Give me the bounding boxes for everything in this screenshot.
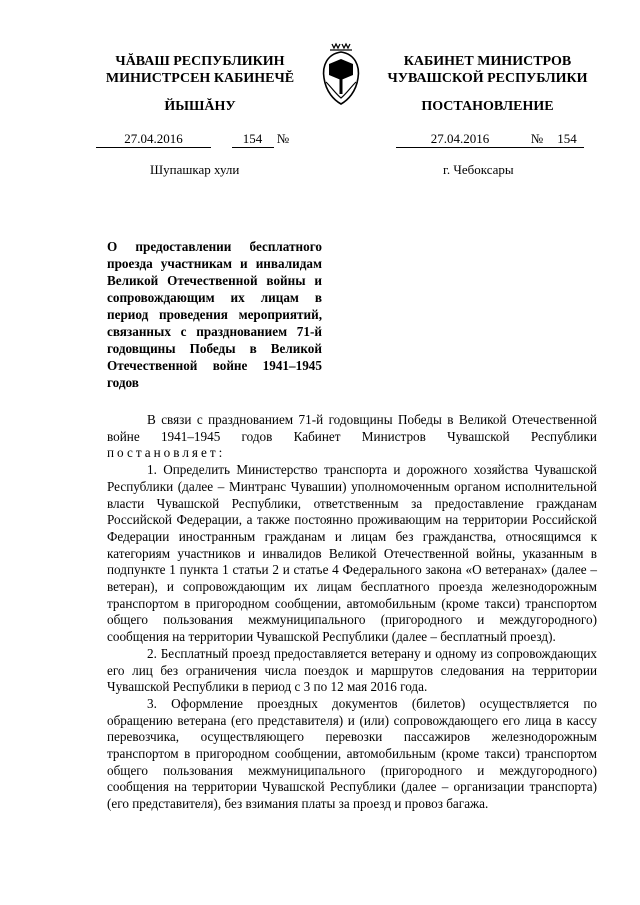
- left-date-line: [96, 131, 289, 148]
- header-left-line2: МИНИСТРСЕН КАБИНЕЧĔ: [105, 71, 295, 86]
- header-left-doc-type: ЙЫШĂНУ: [164, 99, 236, 114]
- document-title: О предоставлении бесплатного проезда участникам и инвалидам Великой Отечественной войны и сопровождающим их лицам в период проведения мероприятий, связанных с празднованием 71-й годовщины Победы в Великой Отечественной войне 1941–1945 годов: [107, 239, 322, 390]
- intro-paragraph: [107, 412, 597, 462]
- right-number: 154: [550, 131, 584, 148]
- header-right-doc-type: ПОСТАНОВЛЕНИЕ: [421, 99, 554, 114]
- paragraph-1: 1. Определить Министерство транспорта и дорожного хозяйства Чувашской Республики (далее – Минтранс Чувашии) уполномоченным органом исполнительной власти Чувашской Республики, ответственным за предоставление гражданам Российской Федерации, а также постоянно проживающим на территории Российской Федерации иностранным гражданам и лицам без гражданства, относящимся к категориям участников и инвалидов Великой Отечественной войны, указанным в подпункте 1 пункта 1 статьи 2 и статье 4 Федерального закона «О ветеранах» (далее – ветеран), и сопровождающим их лицам бесплатного проезда железнодорожным транспортом в пригородном сообщении, автомобильным (кроме такси) транспортом общего пользования межмуниципального (пригородного и междугородного) сообщения на территории Чувашской Республики (далее – бесплатный проезд).: [107, 462, 597, 645]
- header-right-line2: ЧУВАШСКОЙ РЕСПУБЛИКИ: [387, 71, 588, 86]
- left-city: Шупашкар хули: [150, 162, 240, 177]
- intro-text: В связи с празднованием 71-й годовщины Победы в Великой Отечественной войне 1941–1945 годов Кабинет Министров Чувашской Республики: [107, 412, 597, 444]
- header-left-line1: ЧĂВАШ РЕСПУБЛИКИН: [115, 54, 285, 69]
- right-date: 27.04.2016: [396, 131, 524, 148]
- paragraph-2: 2. Бесплатный проезд предоставляется ветерану и одному из сопровождающих его лиц без ограничения числа поездок и маршрутов следования на территории Чувашской Республики в период с 3 по 12 мая 2016 года.: [107, 645, 597, 695]
- header-right-line1: КАБИНЕТ МИНИСТРОВ: [403, 54, 572, 69]
- left-number-sign: №: [276, 131, 290, 146]
- right-number-sign: №: [524, 131, 550, 148]
- coat-of-arms-icon: [318, 42, 364, 106]
- left-date: 27.04.2016: [96, 131, 211, 148]
- right-date-line: [396, 131, 584, 148]
- paragraph-3: 3. Оформление проездных документов (билетов) осуществляется по обращению ветерана (его представителя) и (или) сопровождающего его лица в кассу перевозчика, осуществляющего перевозки пассажиров железнодорожным транспортом в пригородном сообщении, автомобильным (кроме такси) транспортом общего пользования межмуниципального (пригородного и междугородного) сообщения на территории Чувашской Республики (далее – организации транспорта) (его представителя), без взимания платы за проезд и провоз багажа.: [107, 695, 597, 812]
- right-city: г. Чебоксары: [443, 162, 514, 177]
- left-number: 154: [232, 131, 274, 148]
- intro-verb: постановляет:: [107, 445, 226, 461]
- document-body: [107, 412, 597, 813]
